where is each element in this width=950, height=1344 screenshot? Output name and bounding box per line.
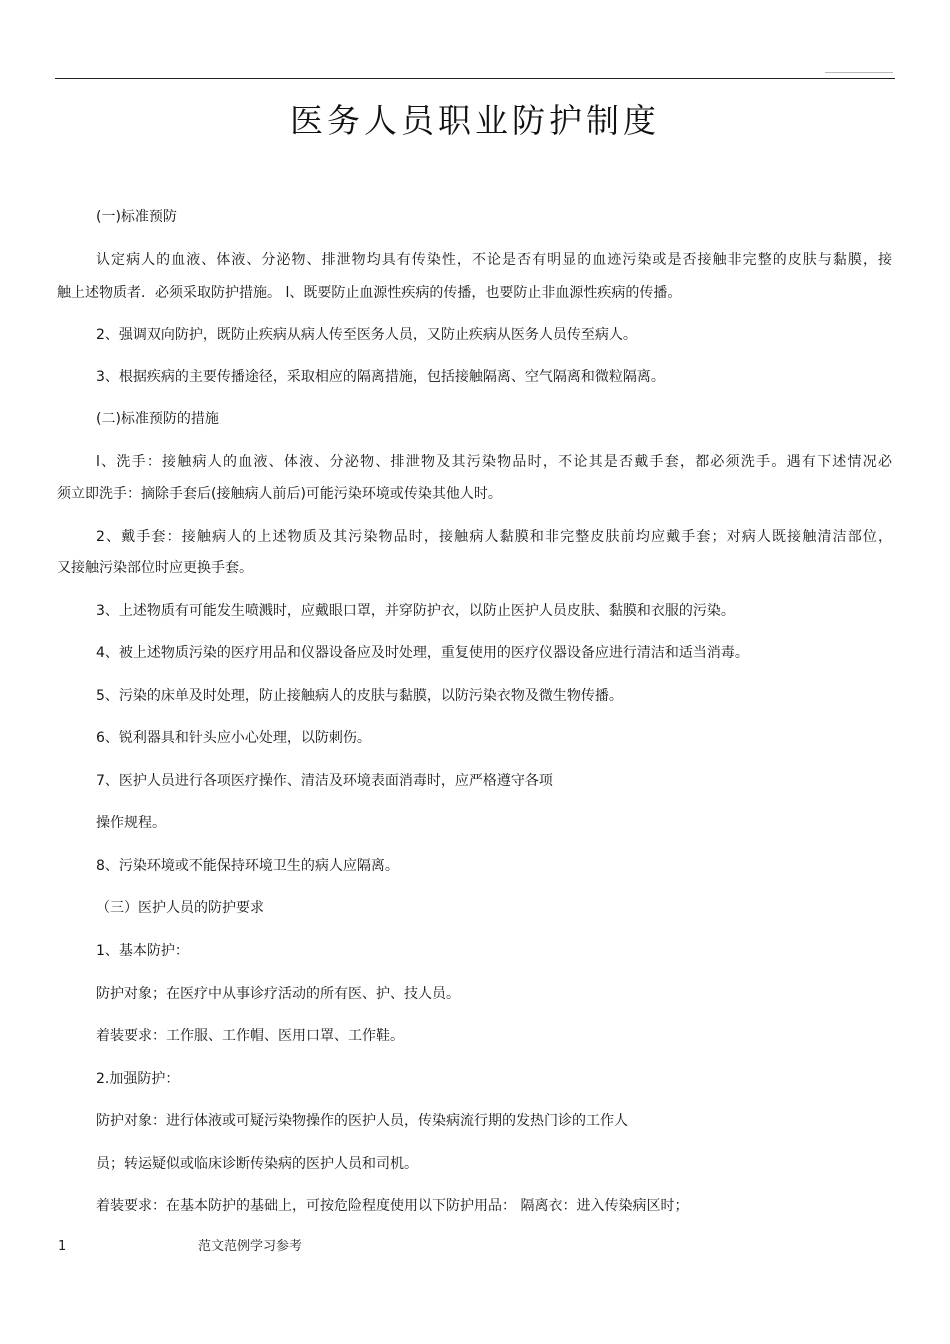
paragraph-line: 触上述物质者．必须采取防护措施。 l、既要防止血源性疾病的传播，也要防止非血源性疾病的传播。 [57, 285, 682, 301]
document-title: 医务人员职业防护制度 [290, 101, 660, 140]
paragraph-line: 防护对象：进行体液或可疑污染物操作的医护人员，传染病流行期的发热门诊的工作人 [96, 1113, 628, 1129]
paragraph-line: 3、根据疾病的主要传播途径，采取相应的隔离措施，包括接触隔离、空气隔离和微粒隔离。 [96, 369, 665, 385]
paragraph-line: 3、上述物质有可能发生喷溅时，应戴眼口罩，并穿防护衣，以防止医护人员皮肤、黏膜和衣服的污染。 [96, 603, 735, 619]
footer-text: 范文范例学习参考 [198, 1239, 303, 1254]
paragraph-line: 4、被上述物质污染的医疗用品和仪器设备应及时处理，重复使用的医疗仪器设备应进行清洁和适当消毒。 [96, 645, 749, 661]
paragraph-line: 须立即洗手：摘除手套后(接触病人前后)可能污染环境或传染其他人时。 [57, 486, 502, 502]
section-heading-3: （三）医护人员的防护要求 [96, 900, 264, 916]
paragraph-line: 6、锐利器具和针头应小心处理，以防刺伤。 [96, 730, 371, 746]
paragraph-line: 操作规程。 [96, 815, 166, 831]
paragraph-line: 8、污染环境或不能保持环境卫生的病人应隔离。 [96, 858, 399, 874]
paragraph-line: 1、基本防护： [96, 943, 189, 959]
paragraph-line: 2.加强防护： [96, 1071, 180, 1087]
paragraph-line: 又接触污染部位时应更换手套。 [57, 560, 253, 576]
paragraph-line: l、洗手：接触病人的血液、体液、分泌物、排泄物及其污染物品时，不论其是否戴手套，都必须洗手。遇有下述情况必 [96, 454, 892, 470]
header-corner-mark [825, 72, 893, 73]
section-heading-2: (二)标准预防的措施 [96, 411, 219, 427]
footer-page-number: 1 [58, 1239, 67, 1254]
paragraph-line: 2、戴手套：接触病人的上述物质及其污染物品时，接触病人黏膜和非完整皮肤前均应戴手套；对病人既接触清洁部位， [96, 529, 892, 545]
paragraph-line: 认定病人的血液、体液、分泌物、排泄物均具有传染性，不论是否有明显的血迹污染或是否接触非完整的皮肤与黏膜，接 [96, 252, 892, 268]
paragraph-line: 7、医护人员进行各项医疗操作、清洁及环境表面消毒时，应严格遵守各项 [96, 773, 553, 789]
paragraph-line: 员；转运疑似或临床诊断传染病的医护人员和司机。 [96, 1156, 418, 1172]
header-rule [55, 78, 895, 79]
paragraph-line: 着装要求：工作服、工作帽、医用口罩、工作鞋。 [96, 1028, 404, 1044]
section-heading-1: (一)标准预防 [96, 209, 177, 225]
paragraph-line: 防护对象；在医疗中从事诊疗活动的所有医、护、技人员。 [96, 986, 460, 1002]
paragraph-line: 着装要求：在基本防护的基础上，可按危险程度使用以下防护用品： 隔离衣：进入传染病区时； [96, 1198, 689, 1214]
paragraph-line: 2、强调双向防护，既防止疾病从病人传至医务人员，又防止疾病从医务人员传至病人。 [96, 327, 637, 343]
paragraph-line: 5、污染的床单及时处理，防止接触病人的皮肤与黏膜，以防污染衣物及微生物传播。 [96, 688, 623, 704]
